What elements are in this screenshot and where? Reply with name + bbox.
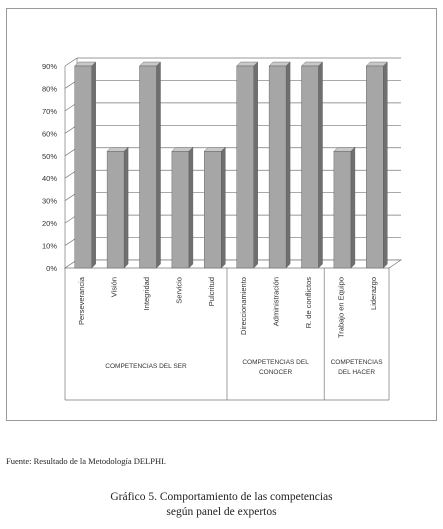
figure-caption-line-1: Gráfico 5. Comportamiento de las competencias xyxy=(110,491,333,503)
y-tick-label: 30% xyxy=(41,196,57,206)
bar xyxy=(366,66,383,268)
bar-side xyxy=(221,147,225,268)
y-tick-label: 10% xyxy=(41,241,57,251)
y-tick-label: 0% xyxy=(46,264,57,273)
bar xyxy=(269,66,286,268)
y-tick-label: 40% xyxy=(41,174,57,184)
category-label: Direccionamiento xyxy=(239,277,249,335)
bar-top xyxy=(334,147,355,151)
bar xyxy=(334,151,351,268)
bar xyxy=(172,151,189,268)
bar-top xyxy=(107,147,128,151)
category-label: R. de conflictos xyxy=(304,277,313,329)
source-note xyxy=(6,456,166,466)
source-label: Fuente: xyxy=(6,456,32,466)
bar-top xyxy=(172,147,193,151)
category-label: Integridad xyxy=(142,277,151,311)
bar-top xyxy=(75,62,96,66)
bar-top xyxy=(237,62,258,66)
group-label: DEL HACER xyxy=(338,369,376,376)
bar-top xyxy=(366,62,387,66)
category-label: Liderazgo xyxy=(368,277,378,310)
bar-side xyxy=(254,62,258,268)
category-label: Pulcritud xyxy=(206,277,216,307)
bar xyxy=(237,66,254,268)
bar-side xyxy=(383,62,387,268)
bar-chart xyxy=(7,9,436,420)
y-tick-label: 90% xyxy=(41,62,57,71)
y-tick-label: 50% xyxy=(41,151,57,161)
category-label: Perseverancia xyxy=(77,277,87,325)
y-tick-label: 20% xyxy=(41,219,57,229)
category-label: Servicio xyxy=(174,277,184,304)
group-label: COMPETENCIAS DEL xyxy=(242,359,309,366)
y-tick-label: 80% xyxy=(41,84,57,94)
bar-top xyxy=(140,62,161,66)
bar-top xyxy=(204,147,225,151)
bar xyxy=(204,151,221,268)
bar-top xyxy=(302,62,323,66)
category-label: Visión xyxy=(109,277,119,298)
source-text: Resultado de la Metodología DELPHI. xyxy=(31,456,167,466)
group-label: COMPETENCIAS xyxy=(330,359,383,366)
y-tick-label: 60% xyxy=(41,129,57,139)
bar-side xyxy=(189,147,193,268)
bar-side xyxy=(157,62,161,268)
bar xyxy=(75,66,92,268)
bar xyxy=(302,66,319,268)
bar-side xyxy=(124,147,128,268)
gridline-side xyxy=(65,58,77,66)
bar-top xyxy=(269,62,290,66)
bar xyxy=(107,151,124,268)
bar-side xyxy=(286,62,290,268)
group-label: CONOCER xyxy=(258,369,293,376)
category-label: Administración xyxy=(271,277,281,327)
chart-frame xyxy=(6,8,437,421)
figure-caption-line-2: según panel de expertos xyxy=(166,506,277,518)
bar-side xyxy=(319,62,323,268)
bar xyxy=(140,66,157,268)
bar-side xyxy=(92,62,96,268)
y-tick-label: 70% xyxy=(41,106,57,116)
category-label: Trabajo en Equipo xyxy=(336,277,346,339)
group-label: COMPETENCIAS DEL SER xyxy=(105,363,187,370)
bar-side xyxy=(351,147,355,268)
